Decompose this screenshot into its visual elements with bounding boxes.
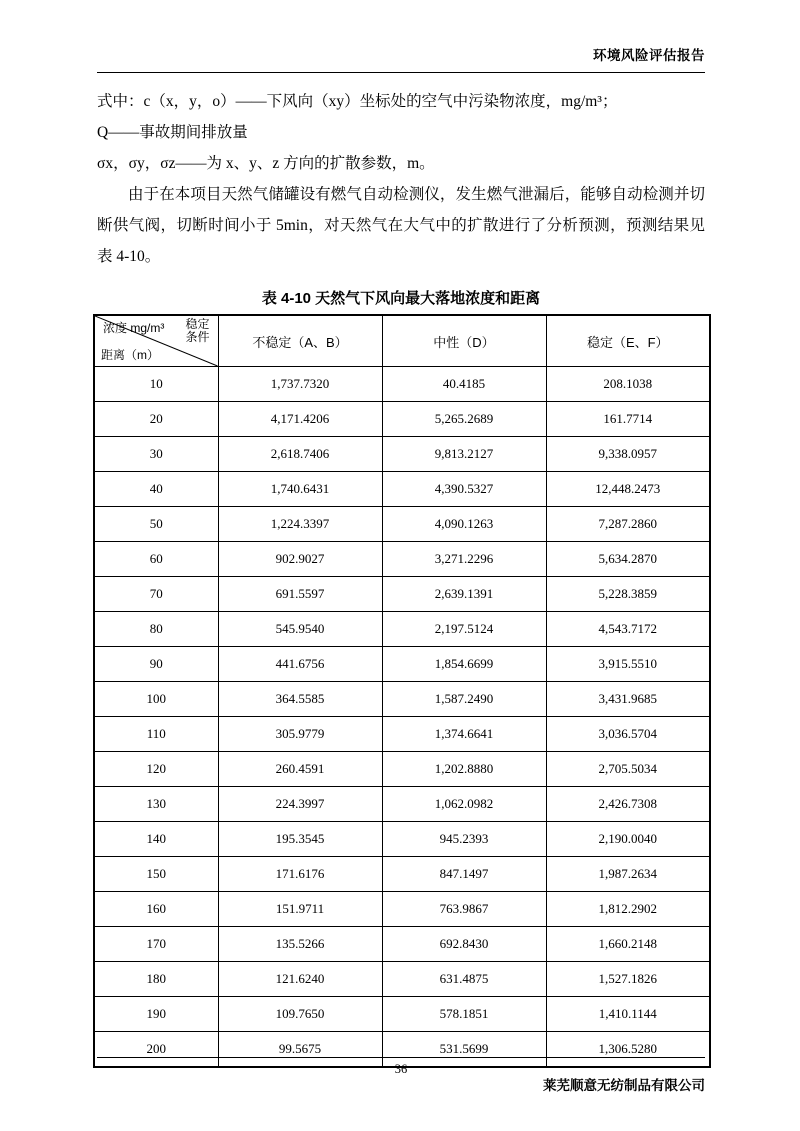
cell-distance: 110 [94,717,218,752]
paragraph-4: 由于在本项目天然气储罐设有燃气自动检测仪，发生燃气泄漏后，能够自动检测并切断供气阀，切断时间小于 5min，对天然气在大气中的扩散进行了分析预测，预测结果见表 4-10。 [97,186,705,265]
table-row [94,892,710,927]
cell-unstable: 224.3997 [218,787,382,822]
cell-neutral: 631.4875 [382,962,546,997]
table-row [94,682,710,717]
table-row [94,962,710,997]
cell-distance: 10 [94,367,218,402]
cell-neutral: 578.1851 [382,997,546,1032]
cell-unstable: 151.9711 [218,892,382,927]
cell-unstable: 305.9779 [218,717,382,752]
table-row [94,542,710,577]
table-corner-cell [94,315,218,367]
cell-stable: 3,915.5510 [546,647,710,682]
cell-unstable: 364.5585 [218,682,382,717]
table-col-header-2: 稳定（E、F） [546,315,710,367]
cell-distance: 70 [94,577,218,612]
cell-stable: 7,287.2860 [546,507,710,542]
cell-unstable: 1,224.3397 [218,507,382,542]
cell-stable: 4,543.7172 [546,612,710,647]
table-row [94,857,710,892]
cell-neutral: 40.4185 [382,367,546,402]
cell-unstable: 1,737.7320 [218,367,382,402]
cell-neutral: 5,265.2689 [382,402,546,437]
cell-distance: 170 [94,927,218,962]
cell-stable: 2,705.5034 [546,752,710,787]
cell-distance: 20 [94,402,218,437]
cell-neutral: 1,374.6641 [382,717,546,752]
cell-neutral: 1,202.8880 [382,752,546,787]
cell-distance: 150 [94,857,218,892]
paragraph-2-text: Q——事故期间排放量 [97,124,248,141]
cell-unstable: 135.5266 [218,927,382,962]
cell-stable: 3,036.5704 [546,717,710,752]
cell-neutral: 2,197.5124 [382,612,546,647]
cell-distance: 160 [94,892,218,927]
cell-distance: 30 [94,437,218,472]
cell-stable: 5,228.3859 [546,577,710,612]
cell-distance: 40 [94,472,218,507]
cell-unstable: 99.5675 [218,1032,382,1068]
table-caption: 表 4-10 天然气下风向最大落地浓度和距离 [261,290,541,307]
cell-stable: 12,448.2473 [546,472,710,507]
cell-neutral: 4,390.5327 [382,472,546,507]
cell-distance: 60 [94,542,218,577]
corner-right-label: 稳定 条件 [185,317,210,344]
cell-stable: 1,660.2148 [546,927,710,962]
cell-distance: 50 [94,507,218,542]
cell-unstable: 2,618.7406 [218,437,382,472]
paragraph-1-text: 式中：c（x，y，o）——下风向（xy）坐标处的空气中污染物浓度，mg/m³； [97,93,618,110]
corner-bottom-label: 距离（m） [101,348,159,362]
cell-stable: 1,527.1826 [546,962,710,997]
body-content [97,86,705,272]
cell-neutral: 3,271.2296 [382,542,546,577]
cell-unstable: 171.6176 [218,857,382,892]
cell-neutral: 2,639.1391 [382,577,546,612]
cell-stable: 1,410.1144 [546,997,710,1032]
cell-neutral: 1,587.2490 [382,682,546,717]
cell-unstable: 902.9027 [218,542,382,577]
cell-neutral: 9,813.2127 [382,437,546,472]
cell-distance: 180 [94,962,218,997]
corner-top-label: 浓度 mg/m³ [103,321,165,335]
cell-distance: 140 [94,822,218,857]
table-row [94,822,710,857]
table-col-header-0: 不稳定（A、B） [218,315,382,367]
cell-distance: 90 [94,647,218,682]
cell-neutral: 1,854.6699 [382,647,546,682]
cell-unstable: 691.5597 [218,577,382,612]
table-row [94,612,710,647]
cell-distance: 80 [94,612,218,647]
cell-unstable: 260.4591 [218,752,382,787]
table-col-header-1: 中性（D） [382,315,546,367]
table-body [94,367,710,1068]
footer-company: 莱芜顺意无纺制品有限公司 [543,1078,705,1093]
cell-neutral: 945.2393 [382,822,546,857]
cell-distance: 120 [94,752,218,787]
cell-neutral: 4,090.1263 [382,507,546,542]
cell-stable: 5,634.2870 [546,542,710,577]
table-row [94,647,710,682]
table-row [94,507,710,542]
cell-stable: 9,338.0957 [546,437,710,472]
page-header: 环境风险评估报告 [593,48,705,63]
cell-stable: 1,987.2634 [546,857,710,892]
cell-unstable: 121.6240 [218,962,382,997]
header-divider [97,72,705,73]
cell-neutral: 847.1497 [382,857,546,892]
cell-neutral: 692.8430 [382,927,546,962]
cell-neutral: 763.9867 [382,892,546,927]
page-number: 36 [394,1062,408,1076]
cell-unstable: 109.7650 [218,997,382,1032]
paragraph-2 [97,117,705,148]
table-row [94,437,710,472]
cell-distance: 200 [94,1032,218,1068]
table-row [94,402,710,437]
cell-stable: 2,190.0040 [546,822,710,857]
cell-unstable: 545.9540 [218,612,382,647]
cell-distance: 130 [94,787,218,822]
paragraph-3 [97,148,705,179]
table-row [94,577,710,612]
cell-unstable: 4,171.4206 [218,402,382,437]
table-row [94,717,710,752]
cell-stable: 1,306.5280 [546,1032,710,1068]
table-row [94,927,710,962]
paragraph-3-text: σx，σy，σz——为 x、y、z 方向的扩散参数，m。 [97,155,435,172]
cell-unstable: 1,740.6431 [218,472,382,507]
paragraph-1 [97,86,705,117]
cell-distance: 100 [94,682,218,717]
cell-neutral: 1,062.0982 [382,787,546,822]
table-header-row [94,315,710,367]
table-row [94,472,710,507]
cell-distance: 190 [94,997,218,1032]
table-row [94,997,710,1032]
cell-neutral: 531.5699 [382,1032,546,1068]
table-row [94,367,710,402]
cell-unstable: 195.3545 [218,822,382,857]
cell-stable: 1,812.2902 [546,892,710,927]
table-row [94,787,710,822]
cell-stable: 3,431.9685 [546,682,710,717]
cell-stable: 161.7714 [546,402,710,437]
cell-stable: 208.1038 [546,367,710,402]
cell-unstable: 441.6756 [218,647,382,682]
data-table-wrapper [93,314,709,1068]
cell-stable: 2,426.7308 [546,787,710,822]
table-row [94,752,710,787]
data-table [93,314,711,1068]
footer-divider [97,1057,705,1058]
